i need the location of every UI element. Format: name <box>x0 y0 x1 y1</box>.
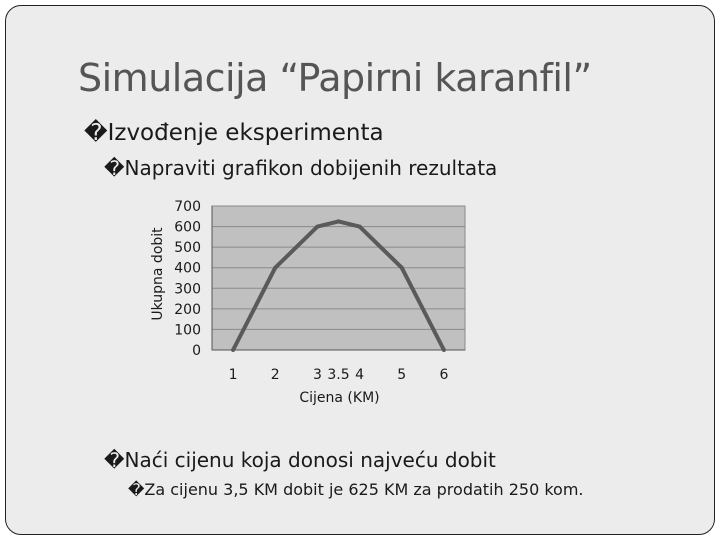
y-tick-label: 400 <box>174 260 201 277</box>
y-tick-label: 500 <box>174 240 201 257</box>
bullet-item-3 <box>104 448 496 472</box>
bullet-marker: � <box>104 156 125 180</box>
y-axis-label: Ukupna dobit <box>150 227 166 321</box>
x-tick-label: 5 <box>397 367 407 383</box>
bullet-text: Napraviti grafikon dobijenih rezultata <box>124 156 498 180</box>
data-point <box>337 219 341 223</box>
bullet-text: Naći cijenu koja donosi najveću dobit <box>124 448 496 472</box>
x-tick-label: 2 <box>270 367 280 383</box>
data-point <box>315 225 319 229</box>
y-tick-label: 100 <box>174 322 201 339</box>
bullet-text: Za cijenu 3,5 KM dobit je 625 KM za prodatih 250 kom. <box>144 480 584 499</box>
sub-bullet-marker: � <box>128 480 145 499</box>
x-axis-label: Cijena (KM) <box>299 390 380 406</box>
data-point <box>442 348 446 352</box>
data-point <box>400 266 404 270</box>
y-tick-label: 200 <box>174 301 201 318</box>
bullet-marker: � <box>84 120 108 146</box>
slide-title: Simulacija “Papirni karanfil” <box>78 56 592 100</box>
data-point <box>358 225 362 229</box>
x-tick-label: 3 <box>312 367 322 383</box>
y-tick-label: 600 <box>174 219 201 236</box>
bullet-text: Izvođenje eksperimenta <box>107 120 384 146</box>
x-tick-label: 6 <box>439 367 449 383</box>
plot-area <box>212 206 465 350</box>
data-point <box>273 266 277 270</box>
x-tick-label: 1 <box>228 367 238 383</box>
y-tick-label: 700 <box>174 199 201 215</box>
data-point <box>231 348 235 352</box>
bullet-item-4 <box>128 480 584 499</box>
x-tick-label: 4 <box>355 367 365 383</box>
y-tick-label: 0 <box>192 343 201 359</box>
y-tick-label: 300 <box>174 281 201 298</box>
bullet-marker: � <box>104 448 125 472</box>
x-tick-label: 3.5 <box>327 367 350 383</box>
